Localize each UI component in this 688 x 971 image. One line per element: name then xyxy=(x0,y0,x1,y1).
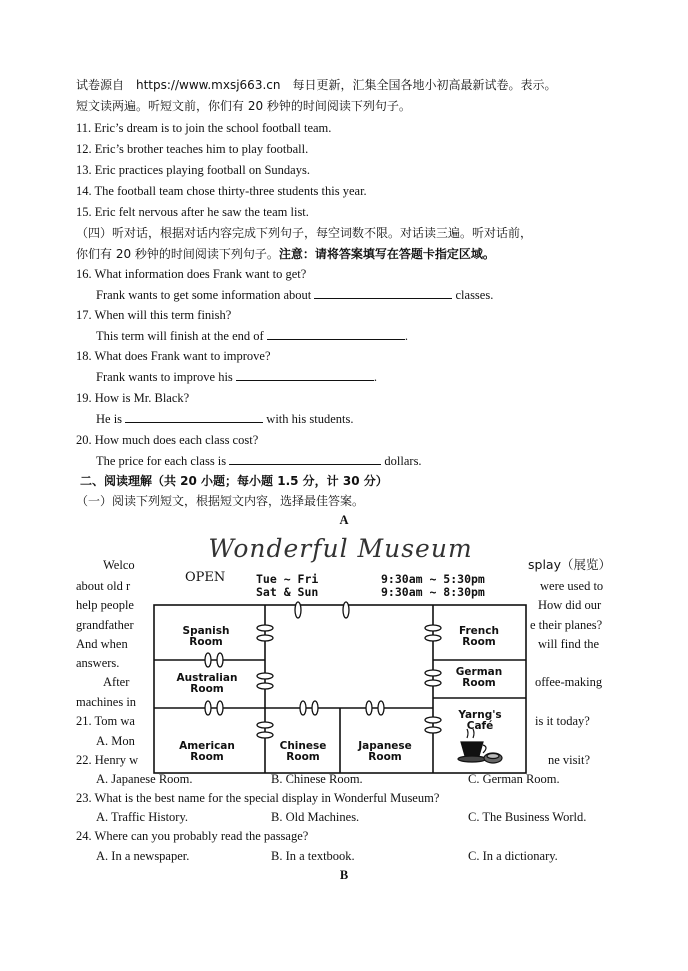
option-24-b[interactable]: B. In a textbook. xyxy=(271,849,355,863)
answer-19-prefix: He is xyxy=(96,412,123,426)
answer-17-prefix: This term will finish at the end of xyxy=(96,329,264,343)
passage-b-label: B xyxy=(339,868,349,882)
answer-20-suffix: dollars. xyxy=(384,454,422,468)
answer-16-suffix: classes. xyxy=(455,288,494,302)
answer-18-prefix: Frank wants to improve his xyxy=(96,370,233,384)
answer-16-prefix: Frank wants to get some information about xyxy=(96,288,312,302)
option-22-c[interactable]: C. German Room. xyxy=(468,772,560,786)
part4-instruction-1: （四）听对话，根据对话内容完成下列句子，每空词数不限。对话读三遍。听对话前， xyxy=(76,226,533,240)
spanish-room: Spanish Room xyxy=(182,625,230,648)
question-21: 21. Tom wa xyxy=(76,714,135,728)
passage-right-5: will find the xyxy=(538,637,600,651)
answer-line-19 xyxy=(96,411,353,427)
german-room: German Room xyxy=(455,666,503,689)
answer-17-suffix: . xyxy=(404,329,408,343)
australian-room: Australian Room xyxy=(176,672,238,695)
option-22-b[interactable]: B. Chinese Room. xyxy=(271,772,363,786)
question-20: 20. How much does each class cost? xyxy=(76,433,259,447)
option-23-c[interactable]: C. The Business World. xyxy=(468,810,587,824)
question-17: 17. When will this term finish? xyxy=(76,308,232,322)
section-2-heading: 二、阅读理解（共 20 小题；每小题 1.5 分，计 30 分） xyxy=(80,474,388,488)
intro-line-2: 短文读两遍。听短文前，你们有 20 秒钟的时间阅读下列句子。 xyxy=(76,99,411,113)
passage-right-2: were used to xyxy=(540,579,604,593)
question-22: 22. Henry w xyxy=(76,753,139,767)
question-23: 23. What is the best name for the special display in Wonderful Museum? xyxy=(76,791,440,805)
passage-left-5: And when xyxy=(76,637,128,651)
passage-right-1: splay（展览） xyxy=(528,557,611,572)
passage-left-4: grandfather xyxy=(76,618,134,632)
question-14: 14. The football team chose thirty-three students this year. xyxy=(76,184,367,198)
question-13: 13. Eric practices playing football on Sundays. xyxy=(76,163,310,177)
answer-line-18 xyxy=(96,369,377,385)
passage-left-7: After xyxy=(103,675,130,689)
days-weekday: Tue ~ Fri xyxy=(256,572,319,586)
french-room: French Room xyxy=(459,625,499,648)
answer-18-suffix: . xyxy=(373,370,378,384)
museum-map xyxy=(153,530,528,774)
question-22-tail: ne visit? xyxy=(548,753,591,767)
option-24-a[interactable]: A. In a newspaper. xyxy=(96,849,190,863)
passage-left-6: answers. xyxy=(76,656,120,670)
doors xyxy=(205,602,441,738)
coffee-cup-icon xyxy=(458,729,502,763)
option-22-a[interactable]: A. Japanese Room. xyxy=(96,772,193,786)
answer-line-20 xyxy=(96,453,422,469)
hours-weekend: 9:30am ~ 8:30pm xyxy=(381,585,485,599)
passage-right-4: e their planes? xyxy=(530,618,603,632)
option-23-b[interactable]: B. Old Machines. xyxy=(271,810,360,824)
question-11: 11. Eric’s dream is to join the school football team. xyxy=(76,121,332,135)
passage-right-7: offee-making xyxy=(535,675,603,689)
question-15: 15. Eric felt nervous after he saw the team list. xyxy=(76,205,309,219)
question-24: 24. Where can you probably read the passage? xyxy=(76,829,309,843)
answer-17-blank[interactable] xyxy=(267,328,405,340)
museum-floor-plan xyxy=(153,530,528,774)
answer-16-blank[interactable] xyxy=(314,287,452,299)
answer-19-suffix: with his students. xyxy=(266,412,354,426)
answer-18-blank[interactable] xyxy=(236,369,374,381)
passage-left-1: Welco xyxy=(103,558,135,572)
hours-weekday: 9:30am ~ 5:30pm xyxy=(381,572,485,586)
part4-instruction-2a: 你们有 20 秒钟的时间阅读下列句子。 xyxy=(76,247,279,261)
option-21-a[interactable]: A. Mon xyxy=(96,734,135,748)
question-12: 12. Eric’s brother teaches him to play football. xyxy=(76,142,309,156)
question-21-tail: is it today? xyxy=(535,714,590,728)
part4-instruction-2 xyxy=(76,246,495,262)
section-2-subheading: （一）阅读下列短文，根据短文内容，选择最佳答案。 xyxy=(76,494,365,508)
option-24-c[interactable]: C. In a dictionary. xyxy=(468,849,558,863)
question-19: 19. How is Mr. Black? xyxy=(76,391,190,405)
answer-line-17 xyxy=(96,328,408,344)
cafe: Yarng's Café xyxy=(458,709,502,732)
answer-20-prefix: The price for each class is xyxy=(96,454,227,468)
passage-left-2: about old r xyxy=(76,579,131,593)
american-room: American Room xyxy=(179,740,235,763)
answer-19-blank[interactable] xyxy=(125,411,263,423)
part4-notice: 注意：请将答案填写在答题卡指定区域。 xyxy=(278,247,495,261)
passage-left-8: machines in xyxy=(76,695,137,709)
intro-line-1: 试卷源自 https://www.mxsj663.cn 每日更新，汇集全国各地小初高最新试卷。表示。 xyxy=(76,78,557,92)
japanese-room: Japanese Room xyxy=(358,740,412,763)
question-18: 18. What does Frank want to improve? xyxy=(76,349,271,363)
open-label: OPEN xyxy=(185,570,226,585)
question-16: 16. What information does Frank want to get? xyxy=(76,267,307,281)
passage-a-label: A xyxy=(339,513,349,527)
chinese-room: Chinese Room xyxy=(279,740,327,763)
passage-left-3: help people xyxy=(76,598,134,612)
answer-20-blank[interactable] xyxy=(229,453,381,465)
days-weekend: Sat & Sun xyxy=(256,585,319,599)
option-23-a[interactable]: A. Traffic History. xyxy=(96,810,189,824)
answer-line-16 xyxy=(96,287,493,303)
passage-right-3: How did our xyxy=(538,598,602,612)
museum-title: Wonderful Museum xyxy=(208,534,473,563)
